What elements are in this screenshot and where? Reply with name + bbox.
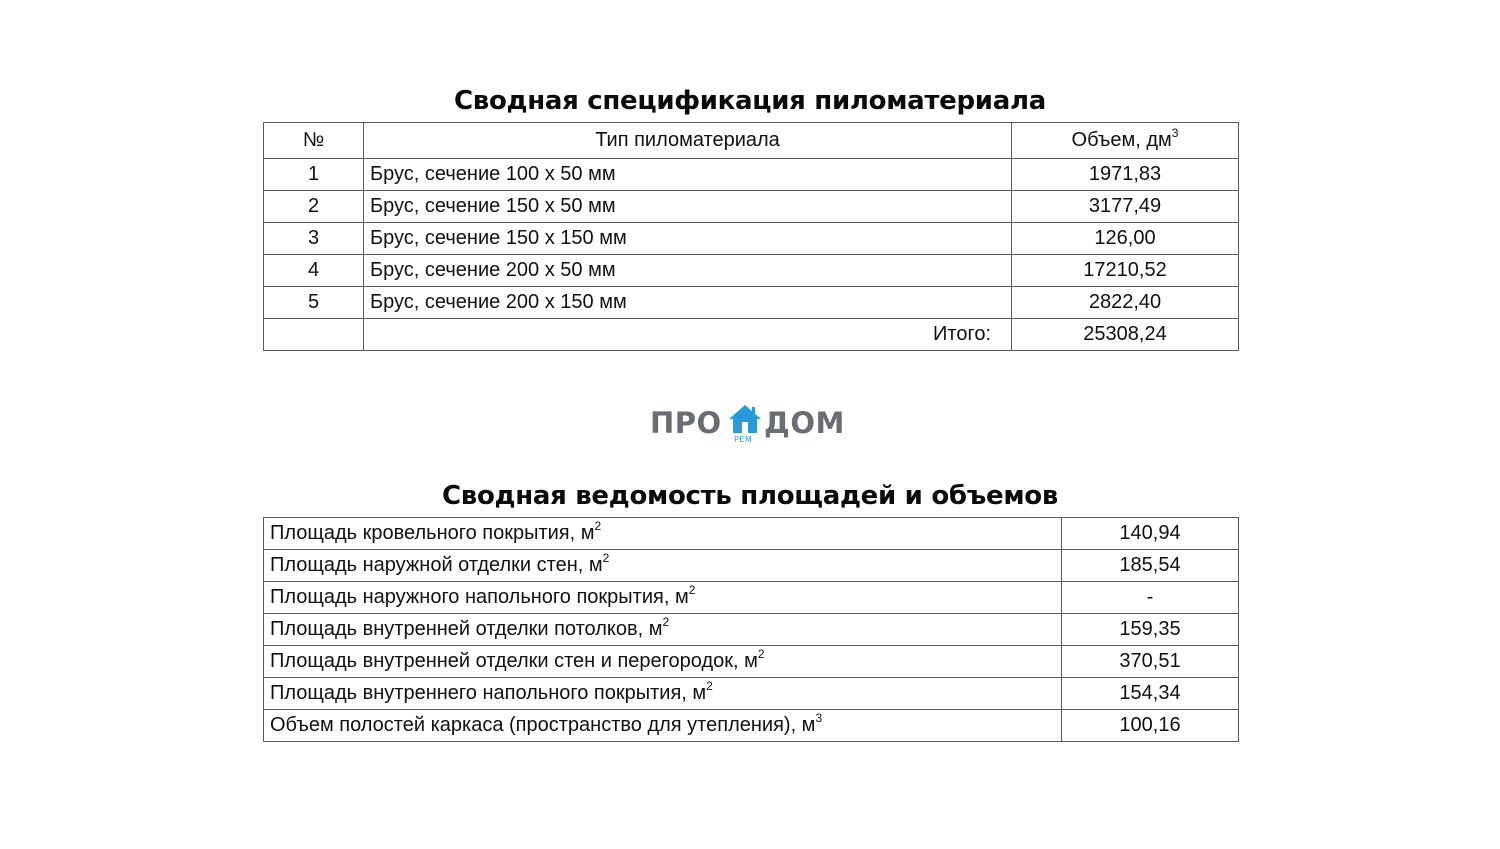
row-unit-exp: 3 — [815, 711, 823, 725]
table-row — [264, 287, 1239, 319]
lumber-spec-table — [263, 122, 1239, 351]
row-value: 140,94 — [1062, 518, 1239, 550]
total-label: Итого: — [364, 319, 1012, 351]
header-volume — [1012, 123, 1239, 159]
table-row — [264, 614, 1239, 646]
row-volume: 2822,40 — [1012, 287, 1239, 319]
row-unit-exp: 2 — [602, 551, 610, 565]
row-value: 370,51 — [1062, 646, 1239, 678]
row-unit-exp: 2 — [688, 583, 696, 597]
header-type: Тип пиломатериала — [364, 123, 1012, 159]
row-name-text: Площадь внутреннего напольного покрытия, м — [270, 682, 707, 704]
row-name-text: Объем полостей каркаса (пространство для утепления), м — [270, 714, 816, 736]
logo-right-word: ДОМ — [764, 406, 845, 440]
row-value: - — [1062, 582, 1239, 614]
row-volume: 126,00 — [1012, 223, 1239, 255]
row-num: 1 — [264, 159, 364, 191]
row-name-text: Площадь кровельного покрытия, м — [270, 522, 595, 544]
table-row — [264, 159, 1239, 191]
header-volume-unit-exp: 3 — [1171, 126, 1179, 140]
total-row — [264, 319, 1239, 351]
row-unit-exp: 2 — [706, 679, 713, 693]
table-row — [264, 582, 1239, 614]
areas-title: Сводная ведомость площадей и объемов — [442, 481, 1058, 511]
row-name — [264, 646, 1062, 678]
row-name-text: Площадь внутренней отделки потолков, м — [270, 618, 663, 640]
table-row — [264, 255, 1239, 287]
table-row — [264, 678, 1239, 710]
header-volume-label: Объем, дм — [1071, 129, 1172, 151]
row-num: 5 — [264, 287, 364, 319]
row-value: 159,35 — [1062, 614, 1239, 646]
row-volume: 3177,49 — [1012, 191, 1239, 223]
row-value: 154,34 — [1062, 678, 1239, 710]
row-type: Брус, сечение 150 х 50 мм — [364, 191, 1012, 223]
table-row — [264, 191, 1239, 223]
row-value: 185,54 — [1062, 550, 1239, 582]
row-name-text: Площадь внутренней отделки стен и перегородок, м — [270, 650, 758, 672]
total-empty-cell — [264, 319, 364, 351]
row-num: 3 — [264, 223, 364, 255]
row-value: 100,16 — [1062, 710, 1239, 742]
table-row — [264, 518, 1239, 550]
row-name — [264, 582, 1062, 614]
row-name — [264, 518, 1062, 550]
row-name — [264, 550, 1062, 582]
row-type: Брус, сечение 150 х 150 мм — [364, 223, 1012, 255]
row-name-text: Площадь наружной отделки стен, м — [270, 554, 603, 576]
row-unit-exp: 2 — [757, 647, 765, 661]
logo-left-word: ПРО — [650, 406, 722, 440]
table-row — [264, 550, 1239, 582]
row-num: 2 — [264, 191, 364, 223]
spec-title: Сводная спецификация пиломатериала — [454, 86, 1046, 116]
house-icon — [728, 404, 762, 434]
prodom-logo — [650, 404, 850, 448]
row-volume: 17210,52 — [1012, 255, 1239, 287]
row-volume: 1971,83 — [1012, 159, 1239, 191]
row-name — [264, 710, 1062, 742]
table-header-row — [264, 123, 1239, 159]
row-type: Брус, сечение 100 х 50 мм — [364, 159, 1012, 191]
areas-volumes-table — [263, 517, 1239, 742]
header-num: № — [264, 123, 364, 159]
row-unit-exp: 2 — [662, 615, 670, 629]
table-row — [264, 710, 1239, 742]
row-unit-exp: 2 — [594, 519, 602, 533]
row-type: Брус, сечение 200 х 50 мм — [364, 255, 1012, 287]
row-num: 4 — [264, 255, 364, 287]
row-name-text: Площадь наружного напольного покрытия, м — [270, 586, 689, 608]
row-type: Брус, сечение 200 х 150 мм — [364, 287, 1012, 319]
total-value: 25308,24 — [1012, 319, 1239, 351]
logo-sub-text: РЕМ — [734, 435, 753, 444]
table-row — [264, 646, 1239, 678]
row-name — [264, 678, 1062, 710]
table-row — [264, 223, 1239, 255]
row-name — [264, 614, 1062, 646]
